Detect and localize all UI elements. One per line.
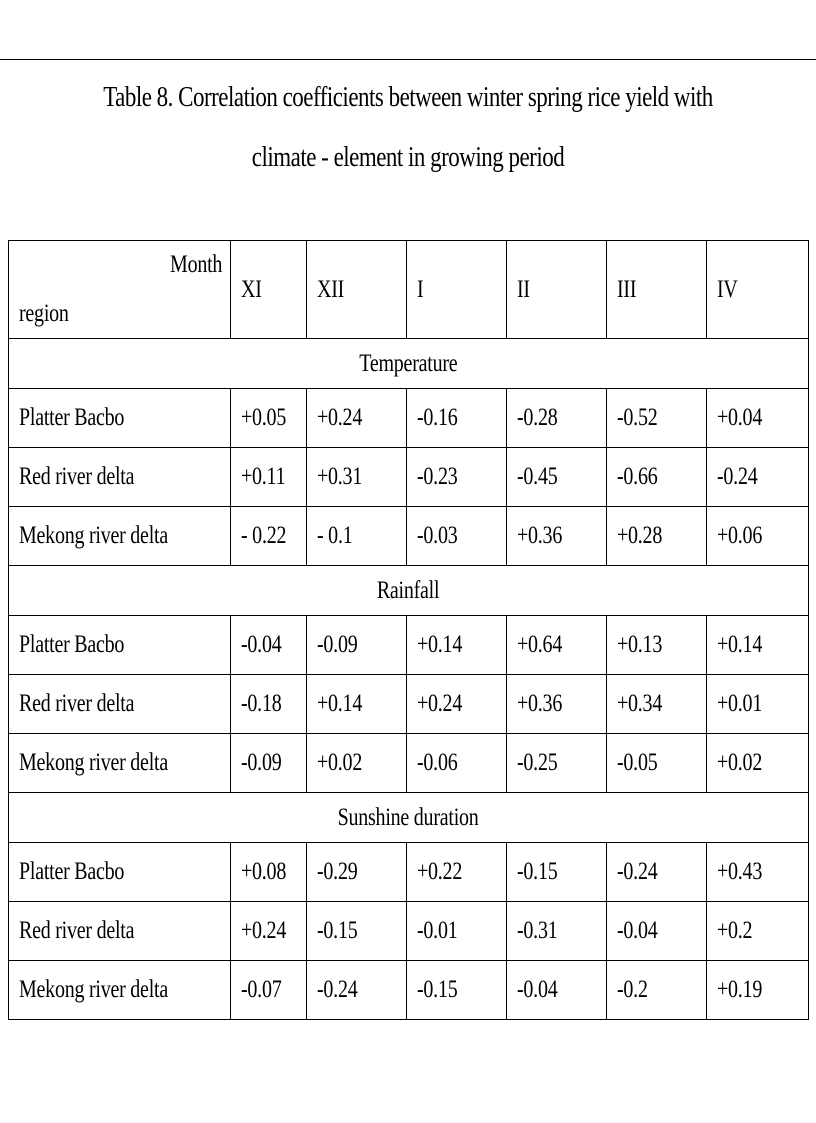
corner-header-cell xyxy=(9,241,231,339)
corner-month-label: Month xyxy=(169,251,222,278)
value-cell: +0.24 xyxy=(407,675,507,734)
table-title-line-2: climate - element in growing period xyxy=(251,142,565,173)
value-cell: +0.43 xyxy=(707,843,809,902)
value-cell: -0.24 xyxy=(707,448,809,507)
table-row xyxy=(9,616,809,675)
section-row-temperature xyxy=(9,339,809,389)
value-cell: -0.05 xyxy=(607,734,707,793)
value-cell: -0.15 xyxy=(407,961,507,1020)
value-cell: -0.03 xyxy=(407,507,507,566)
value-cell: -0.04 xyxy=(507,961,607,1020)
corner-region-label: region xyxy=(19,300,69,327)
value-cell: -0.52 xyxy=(607,389,707,448)
region-cell: Mekong river delta xyxy=(9,734,231,793)
value-cell: -0.15 xyxy=(507,843,607,902)
value-cell: -0.07 xyxy=(231,961,307,1020)
value-cell: +0.22 xyxy=(407,843,507,902)
value-cell: +0.02 xyxy=(307,734,407,793)
header-row xyxy=(9,241,809,339)
value-cell: -0.16 xyxy=(407,389,507,448)
value-cell: +0.28 xyxy=(607,507,707,566)
table-row xyxy=(9,843,809,902)
month-header-ii: II xyxy=(507,241,607,339)
value-cell: +0.36 xyxy=(507,507,607,566)
value-cell: +0.02 xyxy=(707,734,809,793)
value-cell: -0.04 xyxy=(607,902,707,961)
value-cell: - 0.22 xyxy=(231,507,307,566)
value-cell: -0.45 xyxy=(507,448,607,507)
value-cell: -0.25 xyxy=(507,734,607,793)
value-cell: -0.23 xyxy=(407,448,507,507)
table-row xyxy=(9,389,809,448)
value-cell: - 0.1 xyxy=(307,507,407,566)
value-cell: +0.13 xyxy=(607,616,707,675)
value-cell: +0.24 xyxy=(307,389,407,448)
region-cell: Red river delta xyxy=(9,902,231,961)
table-row xyxy=(9,902,809,961)
value-cell: -0.31 xyxy=(507,902,607,961)
table-row xyxy=(9,507,809,566)
table-row xyxy=(9,448,809,507)
table-row xyxy=(9,961,809,1020)
value-cell: +0.14 xyxy=(407,616,507,675)
value-cell: -0.06 xyxy=(407,734,507,793)
value-cell: -0.29 xyxy=(307,843,407,902)
value-cell: +0.01 xyxy=(707,675,809,734)
month-header-iv: IV xyxy=(707,241,809,339)
value-cell: +0.24 xyxy=(231,902,307,961)
section-row-rainfall xyxy=(9,566,809,616)
section-row-sunshine-duration xyxy=(9,793,809,843)
value-cell: -0.15 xyxy=(307,902,407,961)
month-header-xii: XII xyxy=(307,241,407,339)
section-label: Temperature xyxy=(9,339,809,389)
region-cell: Platter Bacbo xyxy=(9,843,231,902)
value-cell: +0.05 xyxy=(231,389,307,448)
value-cell: -0.24 xyxy=(307,961,407,1020)
value-cell: +0.19 xyxy=(707,961,809,1020)
table-row xyxy=(9,734,809,793)
value-cell: -0.04 xyxy=(231,616,307,675)
value-cell: -0.09 xyxy=(307,616,407,675)
value-cell: +0.11 xyxy=(231,448,307,507)
region-cell: Mekong river delta xyxy=(9,507,231,566)
value-cell: +0.34 xyxy=(607,675,707,734)
value-cell: +0.08 xyxy=(231,843,307,902)
top-rule xyxy=(0,59,816,60)
region-cell: Red river delta xyxy=(9,675,231,734)
region-cell: Platter Bacbo xyxy=(9,389,231,448)
value-cell: -0.18 xyxy=(231,675,307,734)
section-label: Rainfall xyxy=(9,566,809,616)
table-row xyxy=(9,675,809,734)
month-header-i: I xyxy=(407,241,507,339)
region-cell: Platter Bacbo xyxy=(9,616,231,675)
value-cell: +0.14 xyxy=(307,675,407,734)
value-cell: -0.24 xyxy=(607,843,707,902)
value-cell: +0.14 xyxy=(707,616,809,675)
correlation-table xyxy=(8,240,809,1020)
value-cell: -0.2 xyxy=(607,961,707,1020)
value-cell: +0.06 xyxy=(707,507,809,566)
value-cell: +0.64 xyxy=(507,616,607,675)
region-cell: Mekong river delta xyxy=(9,961,231,1020)
table-title-line-1: Table 8. Correlation coefficients between winter spring rice yield with xyxy=(103,82,713,113)
value-cell: +0.36 xyxy=(507,675,607,734)
value-cell: +0.2 xyxy=(707,902,809,961)
value-cell: +0.31 xyxy=(307,448,407,507)
region-cell: Red river delta xyxy=(9,448,231,507)
month-header-iii: III xyxy=(607,241,707,339)
value-cell: -0.09 xyxy=(231,734,307,793)
value-cell: -0.66 xyxy=(607,448,707,507)
value-cell: +0.04 xyxy=(707,389,809,448)
section-label: Sunshine duration xyxy=(9,793,809,843)
value-cell: -0.01 xyxy=(407,902,507,961)
month-header-xi: XI xyxy=(231,241,307,339)
value-cell: -0.28 xyxy=(507,389,607,448)
